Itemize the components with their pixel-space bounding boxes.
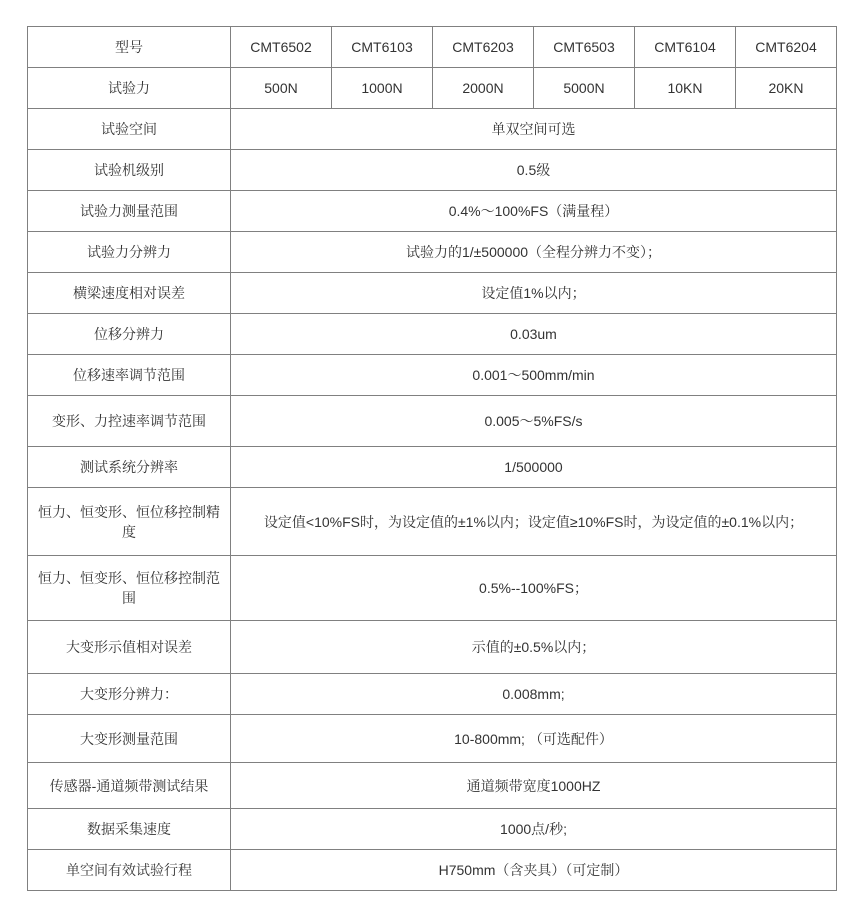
row-label: 传感器-通道频带测试结果 <box>28 763 231 809</box>
row-value: 单双空间可选 <box>231 109 837 150</box>
row-value: 示值的±0.5%以内； <box>231 621 837 674</box>
row-label: 恒力、恒变形、恒位移控制范围 <box>28 556 231 621</box>
row-value: 设定值<10%FS时，为设定值的±1%以内；设定值≥10%FS时，为设定值的±0.1%以内； <box>231 488 837 556</box>
row-value: 0.03um <box>231 314 837 355</box>
force-cell: 500N <box>231 68 332 109</box>
row-label: 大变形测量范围 <box>28 715 231 763</box>
table-row <box>28 150 837 191</box>
row-label-model: 型号 <box>28 27 231 68</box>
row-value: 设定值1%以内； <box>231 273 837 314</box>
force-cell: 1000N <box>332 68 433 109</box>
row-label: 变形、力控速率调节范围 <box>28 396 231 447</box>
table-row <box>28 674 837 715</box>
table-row <box>28 191 837 232</box>
row-value: 试验力的1/±500000（全程分辨力不变）； <box>231 232 837 273</box>
force-cell: 5000N <box>534 68 635 109</box>
row-label: 试验力分辨力 <box>28 232 231 273</box>
row-label: 大变形分辨力： <box>28 674 231 715</box>
force-cell: 10KN <box>635 68 736 109</box>
row-value: 0.5%--100%FS； <box>231 556 837 621</box>
table-row <box>28 488 837 556</box>
row-value: 1/500000 <box>231 447 837 488</box>
model-cell: CMT6104 <box>635 27 736 68</box>
row-label: 位移分辨力 <box>28 314 231 355</box>
model-cell: CMT6503 <box>534 27 635 68</box>
row-value: 0.005～5%FS/s <box>231 396 837 447</box>
row-value: 1000点/秒; <box>231 809 837 850</box>
row-label: 位移速率调节范围 <box>28 355 231 396</box>
row-label: 恒力、恒变形、恒位移控制精度 <box>28 488 231 556</box>
table-row-force <box>28 68 837 109</box>
force-cell: 20KN <box>736 68 837 109</box>
row-label: 试验空间 <box>28 109 231 150</box>
table-row-model <box>28 27 837 68</box>
row-label: 单空间有效试验行程 <box>28 850 231 891</box>
model-cell: CMT6204 <box>736 27 837 68</box>
table-row <box>28 273 837 314</box>
table-row <box>28 109 837 150</box>
row-value: 0.008mm; <box>231 674 837 715</box>
row-value: 0.4%～100%FS（满量程） <box>231 191 837 232</box>
row-value: 0.001～500mm/min <box>231 355 837 396</box>
row-label: 试验机级别 <box>28 150 231 191</box>
force-cell: 2000N <box>433 68 534 109</box>
row-value: 10-800mm; （可选配件） <box>231 715 837 763</box>
row-label-force: 试验力 <box>28 68 231 109</box>
table-row <box>28 355 837 396</box>
row-label: 试验力测量范围 <box>28 191 231 232</box>
table-row <box>28 232 837 273</box>
model-cell: CMT6502 <box>231 27 332 68</box>
table-row <box>28 763 837 809</box>
table-row <box>28 447 837 488</box>
spec-table <box>27 26 837 891</box>
table-row <box>28 556 837 621</box>
model-cell: CMT6203 <box>433 27 534 68</box>
table-row <box>28 809 837 850</box>
table-row <box>28 621 837 674</box>
table-row <box>28 850 837 891</box>
table-row <box>28 314 837 355</box>
table-row <box>28 396 837 447</box>
row-value: 0.5级 <box>231 150 837 191</box>
row-label: 大变形示值相对误差 <box>28 621 231 674</box>
row-value: H750mm（含夹具）（可定制） <box>231 850 837 891</box>
table-row <box>28 715 837 763</box>
row-label: 数据采集速度 <box>28 809 231 850</box>
row-label: 横梁速度相对误差 <box>28 273 231 314</box>
model-cell: CMT6103 <box>332 27 433 68</box>
row-label: 测试系统分辨率 <box>28 447 231 488</box>
row-value: 通道频带宽度1000HZ <box>231 763 837 809</box>
